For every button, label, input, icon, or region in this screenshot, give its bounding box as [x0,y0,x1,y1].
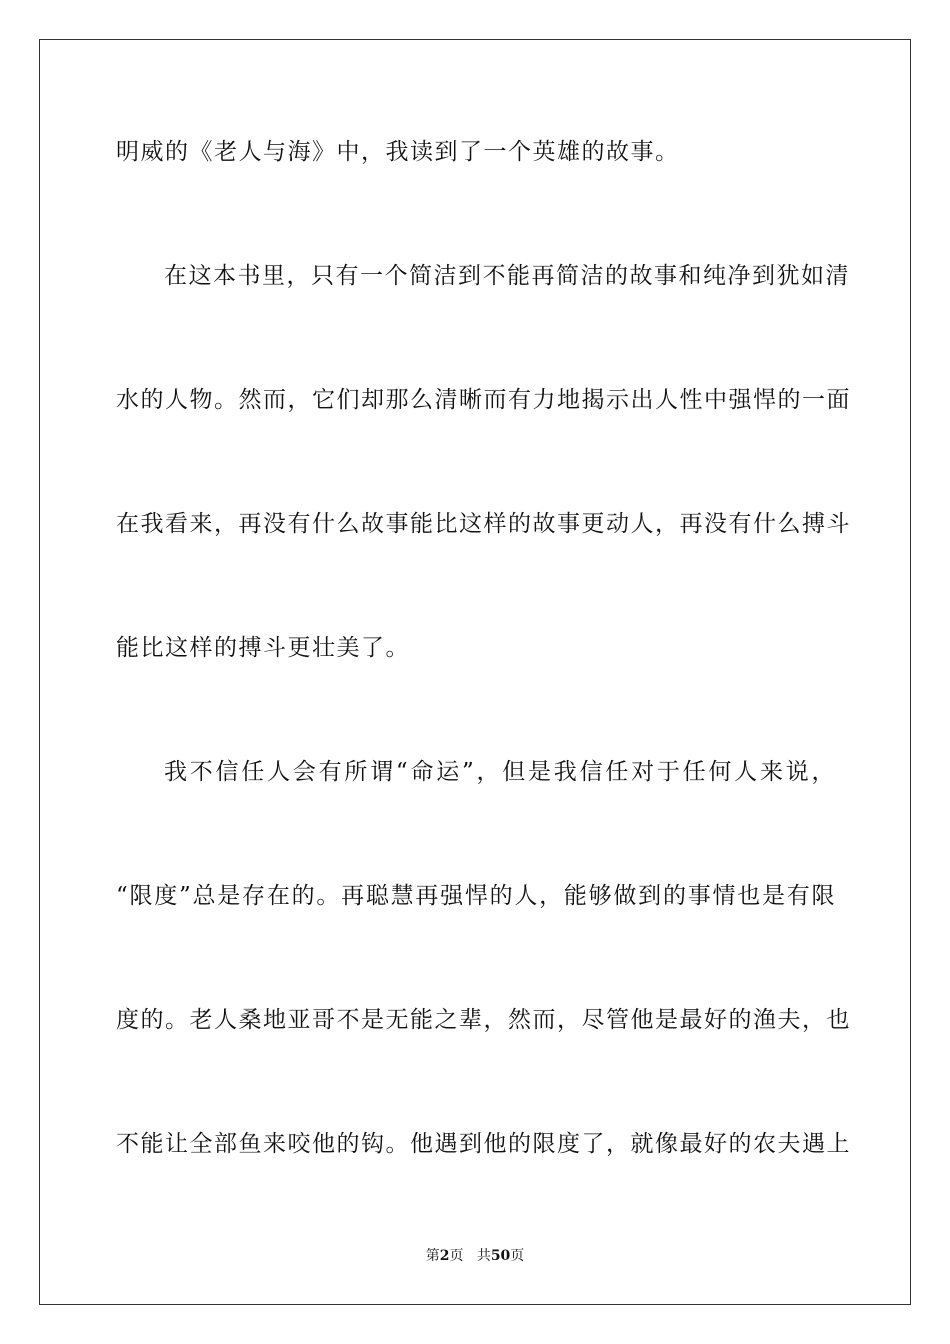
page-suffix: 页 [449,1248,464,1264]
paragraph-line-1: 明威的《老人与海》中，我读到了一个英雄的故事。 [116,139,680,165]
paragraph-line-2: 在这本书里，只有一个简洁到不能再简洁的故事和纯净到犹如清 [164,263,850,289]
paragraph-line-5: 能比这样的搏斗更壮美了。 [116,635,410,661]
paragraph-line-6: 我不信任人会有所谓“命运”，但是我信任对于任何人来说， [164,759,836,785]
page-number: 2 [439,1248,450,1264]
total-suffix: 页 [510,1248,525,1264]
paragraph-line-9: 不能让全部鱼来咬他的钩。他遇到他的限度了，就像最好的农夫遇上 [116,1131,851,1157]
paragraph-line-3: 水的人物。然而，它们却那么清晰而有力地揭示出人性中强悍的一面 [116,387,851,413]
paragraph-line-8: 度的。老人桑地亚哥不是无能之辈，然而，尽管他是最好的渔夫，也 [116,1007,851,1033]
total-prefix: 共 [476,1248,491,1264]
page-prefix: 第 [425,1248,440,1264]
page-border [39,39,911,1305]
paragraph-line-4: 在我看来，再没有什么故事能比这样的故事更动人，再没有什么搏斗 [116,511,851,537]
page-footer [0,1247,950,1265]
paragraph-line-7: “限度”总是存在的。再聪慧再强悍的人，能够做到的事情也是有限 [116,883,836,909]
total-pages: 50 [490,1248,511,1264]
